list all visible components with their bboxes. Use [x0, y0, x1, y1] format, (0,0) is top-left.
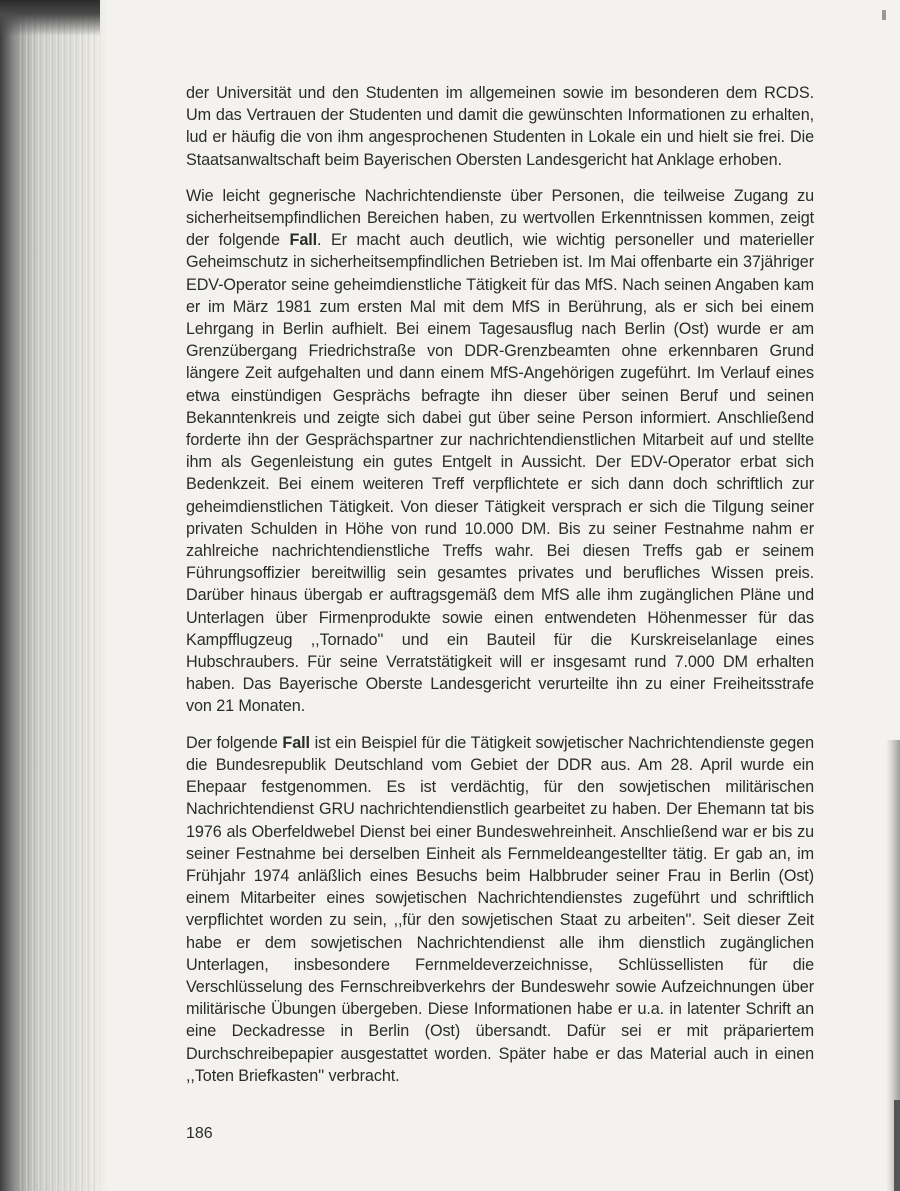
- paragraph-3: [186, 732, 814, 1087]
- bold-term-fall: Fall: [282, 733, 310, 752]
- paragraph-text: Der folgende: [186, 733, 283, 752]
- right-page-edge-dark: [894, 1100, 900, 1191]
- page-body: [186, 82, 814, 1101]
- paragraph-text: Wie leicht gegnerische Nachrichtendienste über Personen, die teilweise Zugang zu sicherheitsempfindlichen Bereichen haben, zu wertvollen Erkenntnissen kommen, zeigt der folgende: [186, 186, 814, 250]
- page-stack-lines: [20, 0, 100, 1191]
- paragraph-2: [186, 185, 814, 718]
- page-number: 186: [186, 1125, 213, 1142]
- corner-mark: [882, 10, 886, 20]
- paragraph-text: . Er macht auch deutlich, wie wichtig personeller und materieller Geheimschutz in sicherheitsempfindlichen Betrieben ist. Im Mai offenbarte ein 37jähriger EDV-Operator seine geheimdienstliche Tätigkeit für das MfS. Nach seinen Angaben kam er im März 1981 zum ersten Mal mit dem MfS in Berührung, als er sich bei einem Lehrgang in Berlin aufhielt. Bei einem Tagesausflug nach Berlin (Ost) wurde er am Grenzübergang Friedrichstraße von DDR-Grenzbeamten ohne erkennbaren Grund längere Zeit aufgehalten und dann einem MfS-Angehörigen zugeführt. Im Verlauf eines etwa einstündigen Gesprächs befragte ihn dieser über seinen Beruf und seinen Bekanntenkreis und zeigte sich dabei gut über seine Person informiert. Anschließend forderte ihn der Gesprächspartner zur nachrichtendienstlichen Mitarbeit auf und stellte ihm als Gegenleistung ein gutes Entgelt in Aussicht. Der EDV-Operator erbat sich Bedenkzeit. Bei einem weiteren Treff verpflichtete er sich dann doch schriftlich zur geheimdienstlichen Tätigkeit. Von dieser Tätigkeit versprach er sich die Tilgung seiner privaten Schulden in Höhe von rund 10.000 DM. Bis zu seiner Festnahme nahm er zahlreiche nachrichtendienstliche Treffs wahr. Bei diesen Treffs gab er seinem Führungsoffizier bereitwillig sein gesamtes privates und berufliches Wissen preis. Darüber hinaus übergab er auftragsgemäß dem MfS alle ihm zugänglichen Pläne und Unterlagen über Firmenprodukte sowie einen entwendeten Höhenmesser für das Kampfflugzeug ,,Tornado'' und ein Bauteil für die Kurskreiselanlage eines Hubschraubers. Für seine Verratstätigkeit will er insgesamt rund 7.000 DM erhalten haben. Das Bayerische Oberste Landesgericht verurteilte ihn zu einer Freiheitsstrafe von 21 Monaten.: [186, 231, 815, 716]
- paragraph-text: ist ein Beispiel für die Tätigkeit sowjetischer Nachrichtendienste gegen die Bundesrepublik Deutschland vom Gebiet der DDR aus. Am 28. April wurde ein Ehepaar festgenommen. Es ist verdächtig, für den sowjetischen militärischen Nachrichtendienst GRU nachrichtendienstlich gearbeitet zu haben. Der Ehemann tat bis 1976 als Oberfeldwebel Dienst bei einer Bundeswehreinheit. Anschließend war er bis zu seiner Festnahme bei derselben Einheit als Fernmeldeangestellter tätig. Er gab an, im Frühjahr 1974 anläßlich eines Besuchs beim Halbbruder seiner Frau in Berlin (Ost) einem Mitarbeiter eines sowjetischen Nachrichtendienstes zugeführt und schriftlich verpflichtet worden zu sein, ,,für den sowjetischen Staat zu arbeiten''. Seit dieser Zeit habe er dem sowjetischen Nachrichtendienst alle ihm dienstlich zugänglichen Unterlagen, insbesondere Fernmeldeverzeichnisse, Schlüssellisten für die Verschlüsselung des Fernschreibverkehrs der Bundeswehr sowie Aufzeichnungen über militärische Übungen übergeben. Diese Informationen habe er u.a. in latenter Schrift an eine Deckadresse in Berlin (Ost) übersandt. Dafür sei er mit präpariertem Durchschreibepapier ausgestattet worden. Später habe er das Material auch in einen ,,Toten Briefkasten'' verbracht.: [186, 733, 814, 1085]
- spine-shadow: [0, 0, 100, 36]
- paragraph-text: der Universität und den Studenten im allgemeinen sowie im besonderen dem RCDS. Um das Vertrauen der Studenten und damit die gewünschten Informationen zu erhalten, lud er häufig die von ihm angesprochenen Studenten in Lokale ein und hielt sie frei. Die Staatsanwaltschaft beim Bayerischen Obersten Landesgericht hat Anklage erhoben.: [186, 84, 814, 169]
- paragraph-1: [186, 82, 814, 171]
- bold-term-fall: Fall: [289, 231, 318, 250]
